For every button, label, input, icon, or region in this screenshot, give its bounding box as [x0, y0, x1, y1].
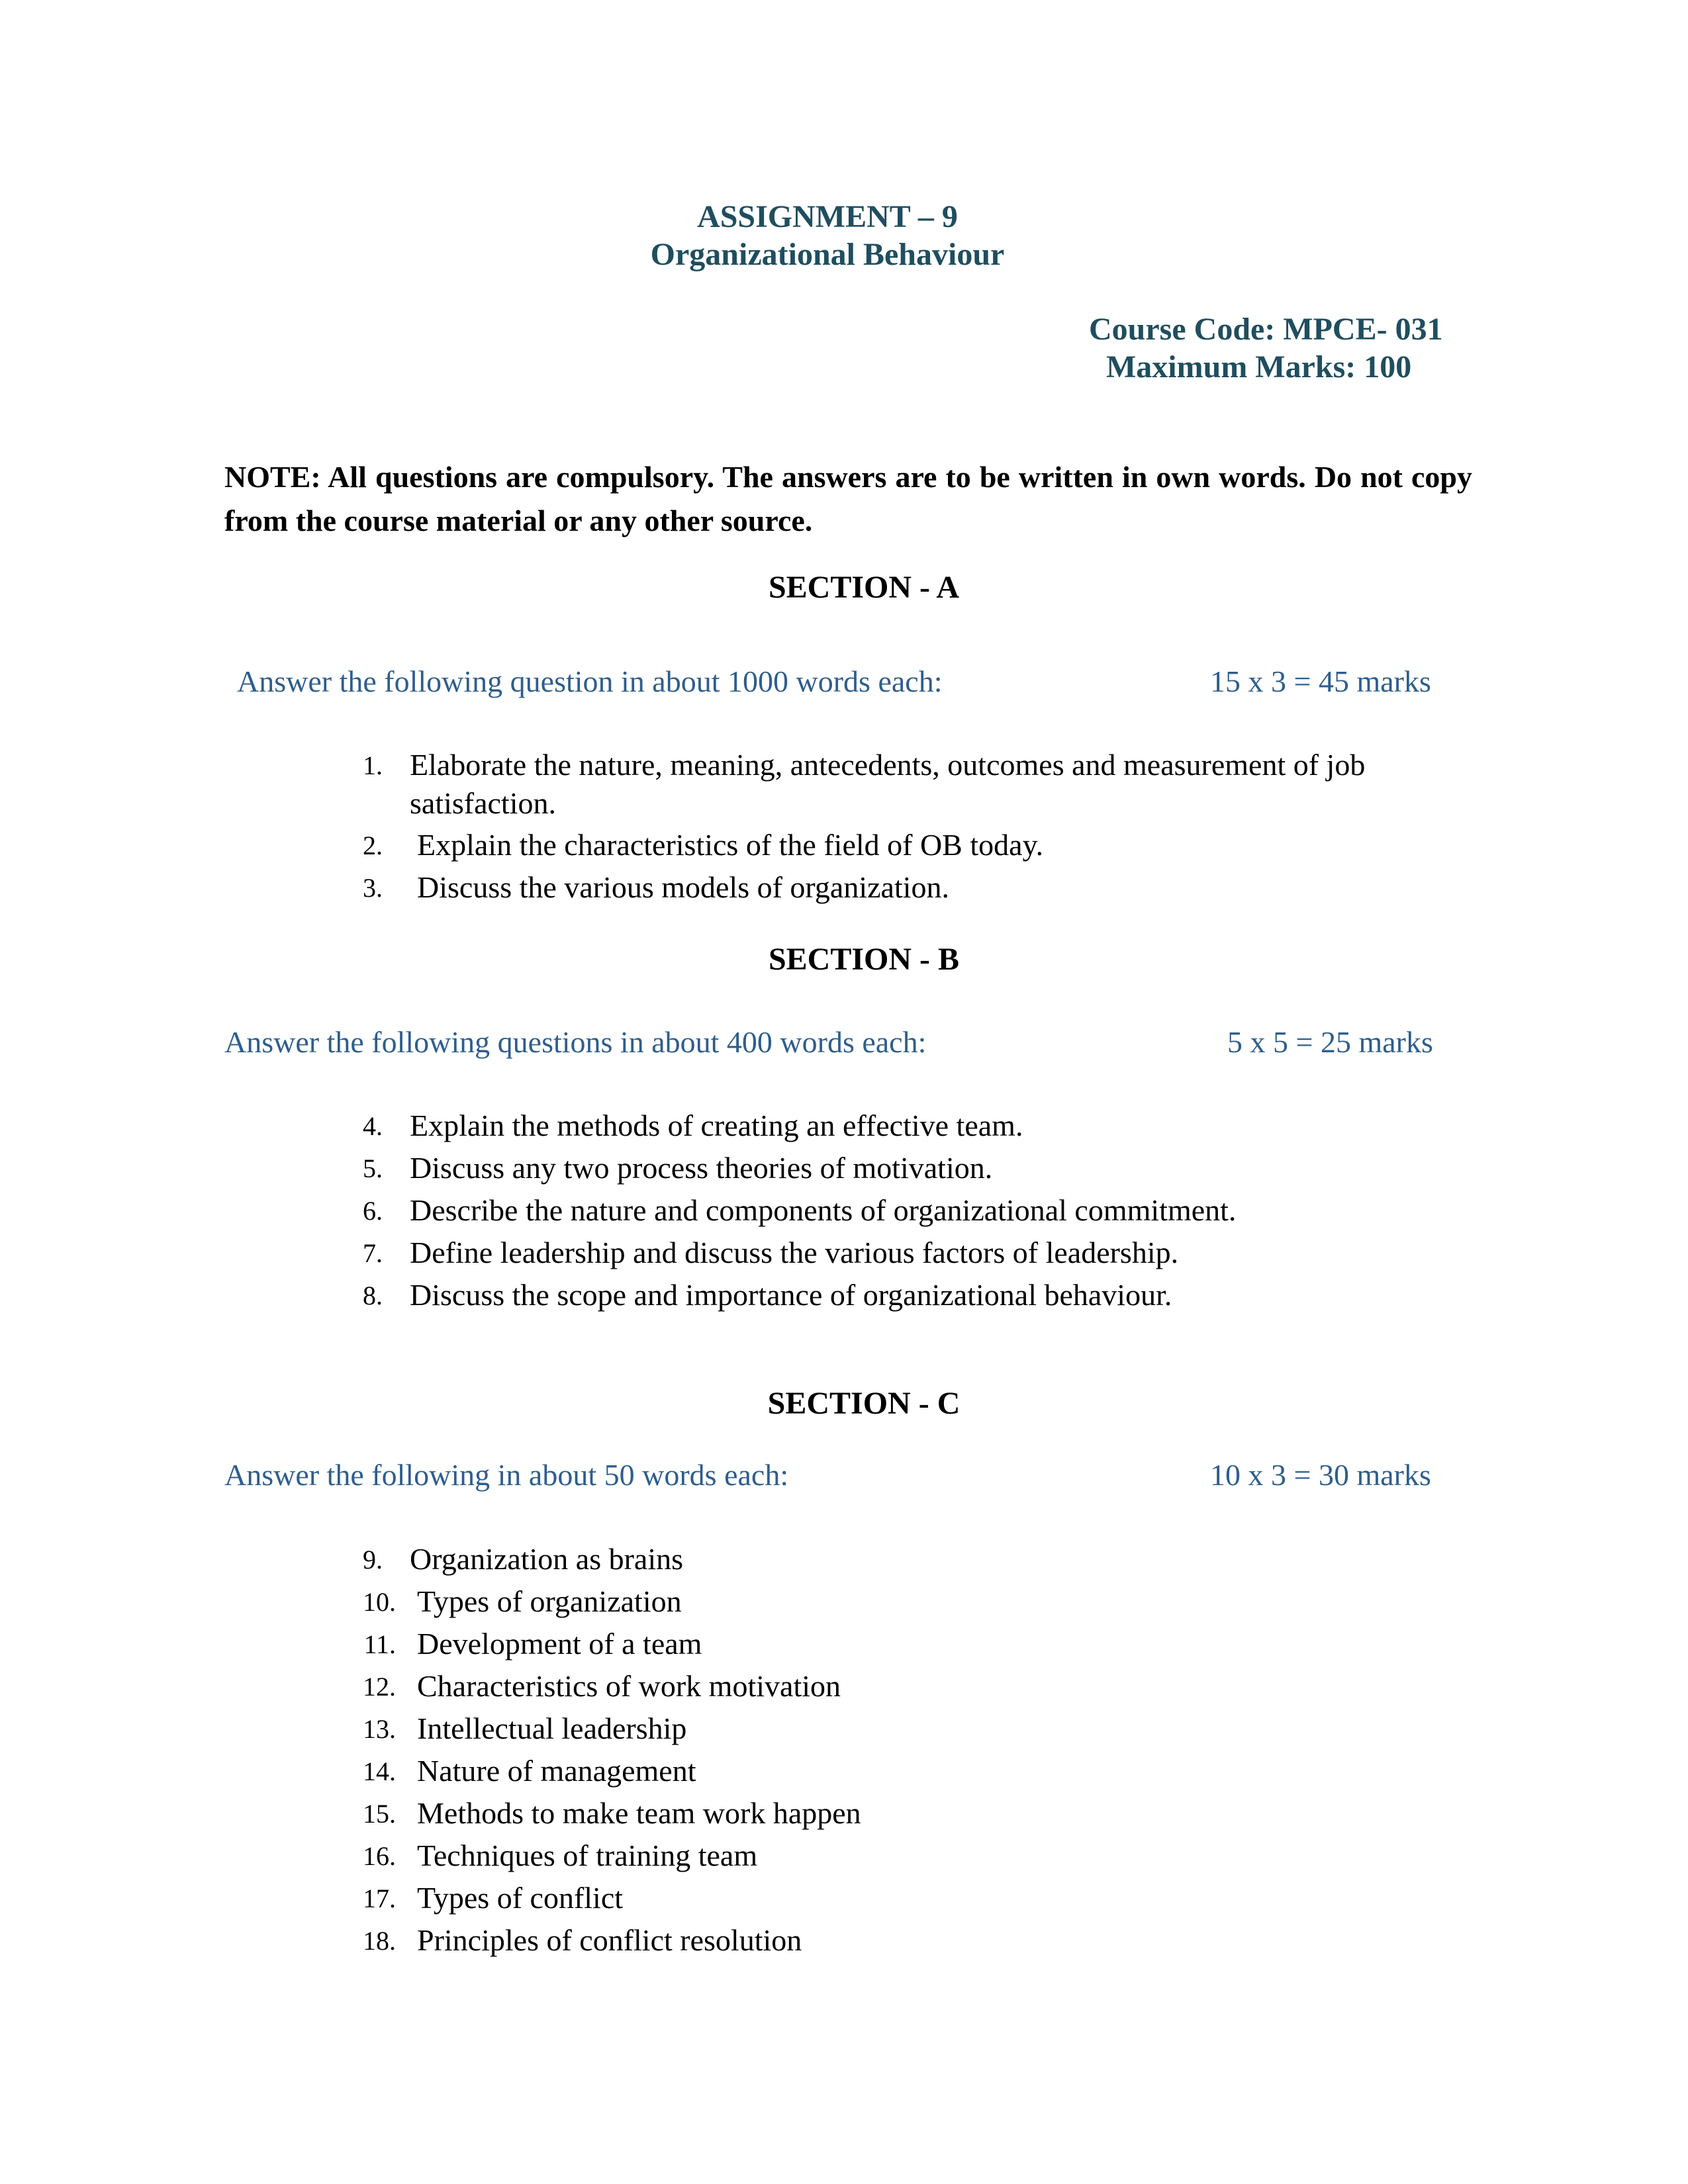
section-b-instruction: Answer the following questions in about 400 words each: [224, 1025, 927, 1059]
question-number: 5. [363, 1154, 383, 1183]
question-number: 2. [363, 831, 383, 860]
section-c-title: SECTION - C [767, 1386, 961, 1421]
question-number: 16. [363, 1841, 396, 1871]
question-text: Discuss the various models of organization. [417, 870, 950, 904]
question-text: Explain the characteristics of the field of OB today. [417, 828, 1044, 862]
question-text: Principles of conflict resolution [417, 1923, 802, 1957]
question-number: 13. [363, 1714, 396, 1744]
question-number: 11. [363, 1629, 396, 1659]
question-text: Organization as brains [410, 1542, 684, 1576]
question-number: 14. [363, 1756, 396, 1786]
section-c-instruction: Answer the following in about 50 words each: [224, 1458, 789, 1492]
section-a-title: SECTION - A [768, 570, 960, 605]
question-number: 3. [363, 873, 383, 903]
question-number: 7. [363, 1238, 383, 1268]
section-b-marks: 5 x 5 = 25 marks [1227, 1025, 1433, 1059]
question-number: 12. [363, 1672, 396, 1702]
question-text: Elaborate the nature, meaning, antecedents, outcomes and measurement of job satisfaction. [410, 748, 1366, 820]
question-text: Nature of management [417, 1754, 696, 1788]
maximum-marks: Maximum Marks: 100 [1106, 349, 1412, 385]
question-text: Methods to make team work happen [417, 1796, 861, 1830]
instructions-note: NOTE: All questions are compulsory. The answers are to be written in own words. Do not copy from the course material or any other source. [224, 460, 1472, 537]
question-number: 1. [363, 751, 383, 780]
question-text: Define leadership and discuss the various factors of leadership. [410, 1236, 1179, 1269]
question-text: Discuss the scope and importance of organizational behaviour. [410, 1278, 1172, 1312]
question-text: Intellectual leadership [417, 1711, 687, 1745]
question-text: Types of conflict [417, 1881, 624, 1915]
section-a-instruction: Answer the following question in about 1000 words each: [237, 664, 943, 698]
course-code: Course Code: MPCE- 031 [1089, 312, 1443, 347]
question-number: 8. [363, 1281, 383, 1310]
question-text: Describe the nature and components of organizational commitment. [410, 1193, 1237, 1227]
question-number: 6. [363, 1196, 383, 1226]
question-text: Discuss any two process theories of motivation. [410, 1151, 993, 1185]
question-text: Types of organization [417, 1584, 682, 1618]
assignment-title: ASSIGNMENT – 9 [697, 199, 958, 234]
course-name: Organizational Behaviour [650, 237, 1005, 272]
question-text: Techniques of training team [417, 1839, 758, 1872]
question-number: 9. [363, 1545, 383, 1574]
section-b-title: SECTION - B [768, 942, 960, 977]
question-number: 15. [363, 1799, 396, 1829]
question-text: Explain the methods of creating an effective team. [410, 1109, 1023, 1142]
section-c-marks: 10 x 3 = 30 marks [1210, 1458, 1431, 1492]
question-text: Characteristics of work motivation [417, 1669, 841, 1703]
question-text: Development of a team [417, 1627, 702, 1661]
question-number: 10. [363, 1587, 396, 1617]
question-number: 4. [363, 1111, 383, 1141]
question-number: 17. [363, 1884, 396, 1913]
question-number: 18. [363, 1926, 396, 1956]
section-a-marks: 15 x 3 = 45 marks [1210, 664, 1431, 698]
